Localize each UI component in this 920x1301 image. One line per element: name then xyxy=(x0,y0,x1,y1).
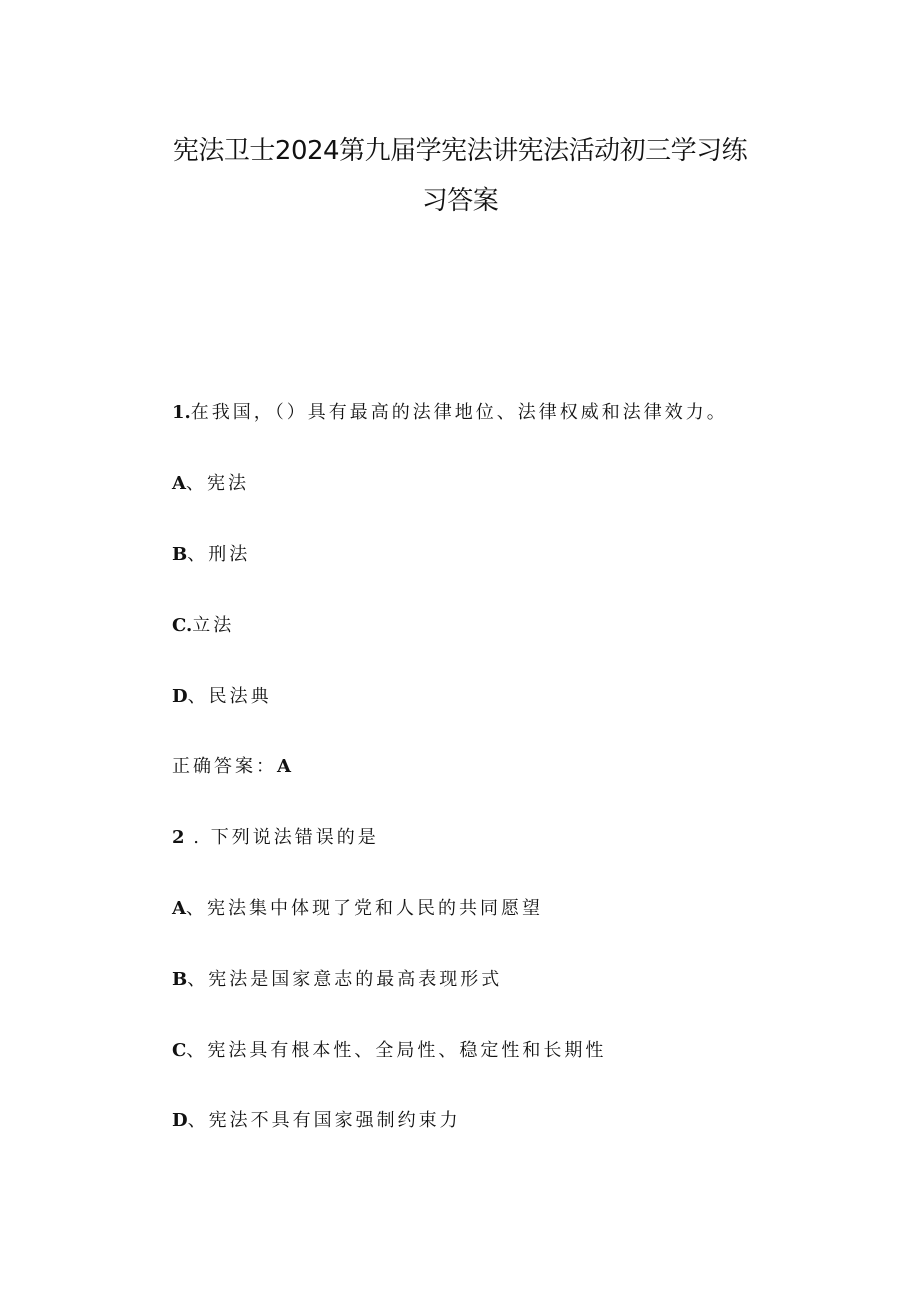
question-number: 1. xyxy=(172,402,191,423)
option-text: 立法 xyxy=(192,615,235,636)
question-1-option-b xyxy=(172,540,250,566)
answer-prefix: 正确答案： xyxy=(172,756,277,777)
option-separator: 、 xyxy=(187,544,209,565)
option-text: 刑法 xyxy=(208,544,251,565)
question-1-option-c xyxy=(172,611,234,637)
option-label: B xyxy=(172,969,188,990)
question-text: 在我国，（）具有最高的法律地位、法律权威和法律效力。 xyxy=(190,402,728,423)
option-text: 宪法是国家意志的最高表现形式 xyxy=(208,969,503,990)
option-separator: 、 xyxy=(187,686,209,707)
option-label: D xyxy=(172,1110,188,1131)
question-2-option-c xyxy=(172,1036,606,1062)
option-label: B xyxy=(172,544,188,565)
answer-value: A xyxy=(277,756,291,777)
question-1-option-d xyxy=(172,682,272,708)
option-label: C xyxy=(172,1040,187,1061)
option-separator: 、 xyxy=(187,969,209,990)
option-text: 宪法不具有国家强制约束力 xyxy=(208,1110,461,1131)
option-text: 宪法 xyxy=(206,473,249,494)
question-2 xyxy=(172,823,379,849)
question-number: 2 xyxy=(172,827,185,848)
document-title-line-2: 习答案 xyxy=(421,186,499,216)
question-1 xyxy=(172,398,728,424)
option-separator: 、 xyxy=(185,473,207,494)
option-text: 民法典 xyxy=(208,686,272,707)
option-label: A xyxy=(172,898,186,919)
option-label: A xyxy=(172,473,186,494)
question-2-option-d xyxy=(172,1106,461,1132)
option-label: C. xyxy=(172,615,193,636)
question-1-answer xyxy=(172,752,291,778)
question-2-option-b xyxy=(172,965,502,991)
question-1-option-a xyxy=(172,469,249,495)
option-text: 宪法集中体现了党和人民的共同愿望 xyxy=(206,898,543,919)
option-separator: 、 xyxy=(186,1040,208,1061)
document-title-line-1: 宪法卫士2024第九届学宪法讲宪法活动初三学习练 xyxy=(172,136,748,166)
option-separator: 、 xyxy=(187,1110,209,1131)
option-label: D xyxy=(172,686,188,707)
option-text: 宪法具有根本性、全局性、稳定性和长期性 xyxy=(207,1040,607,1061)
question-text: . 下列说法错误的是 xyxy=(184,827,379,848)
question-2-option-a xyxy=(172,894,543,920)
option-separator: 、 xyxy=(185,898,207,919)
